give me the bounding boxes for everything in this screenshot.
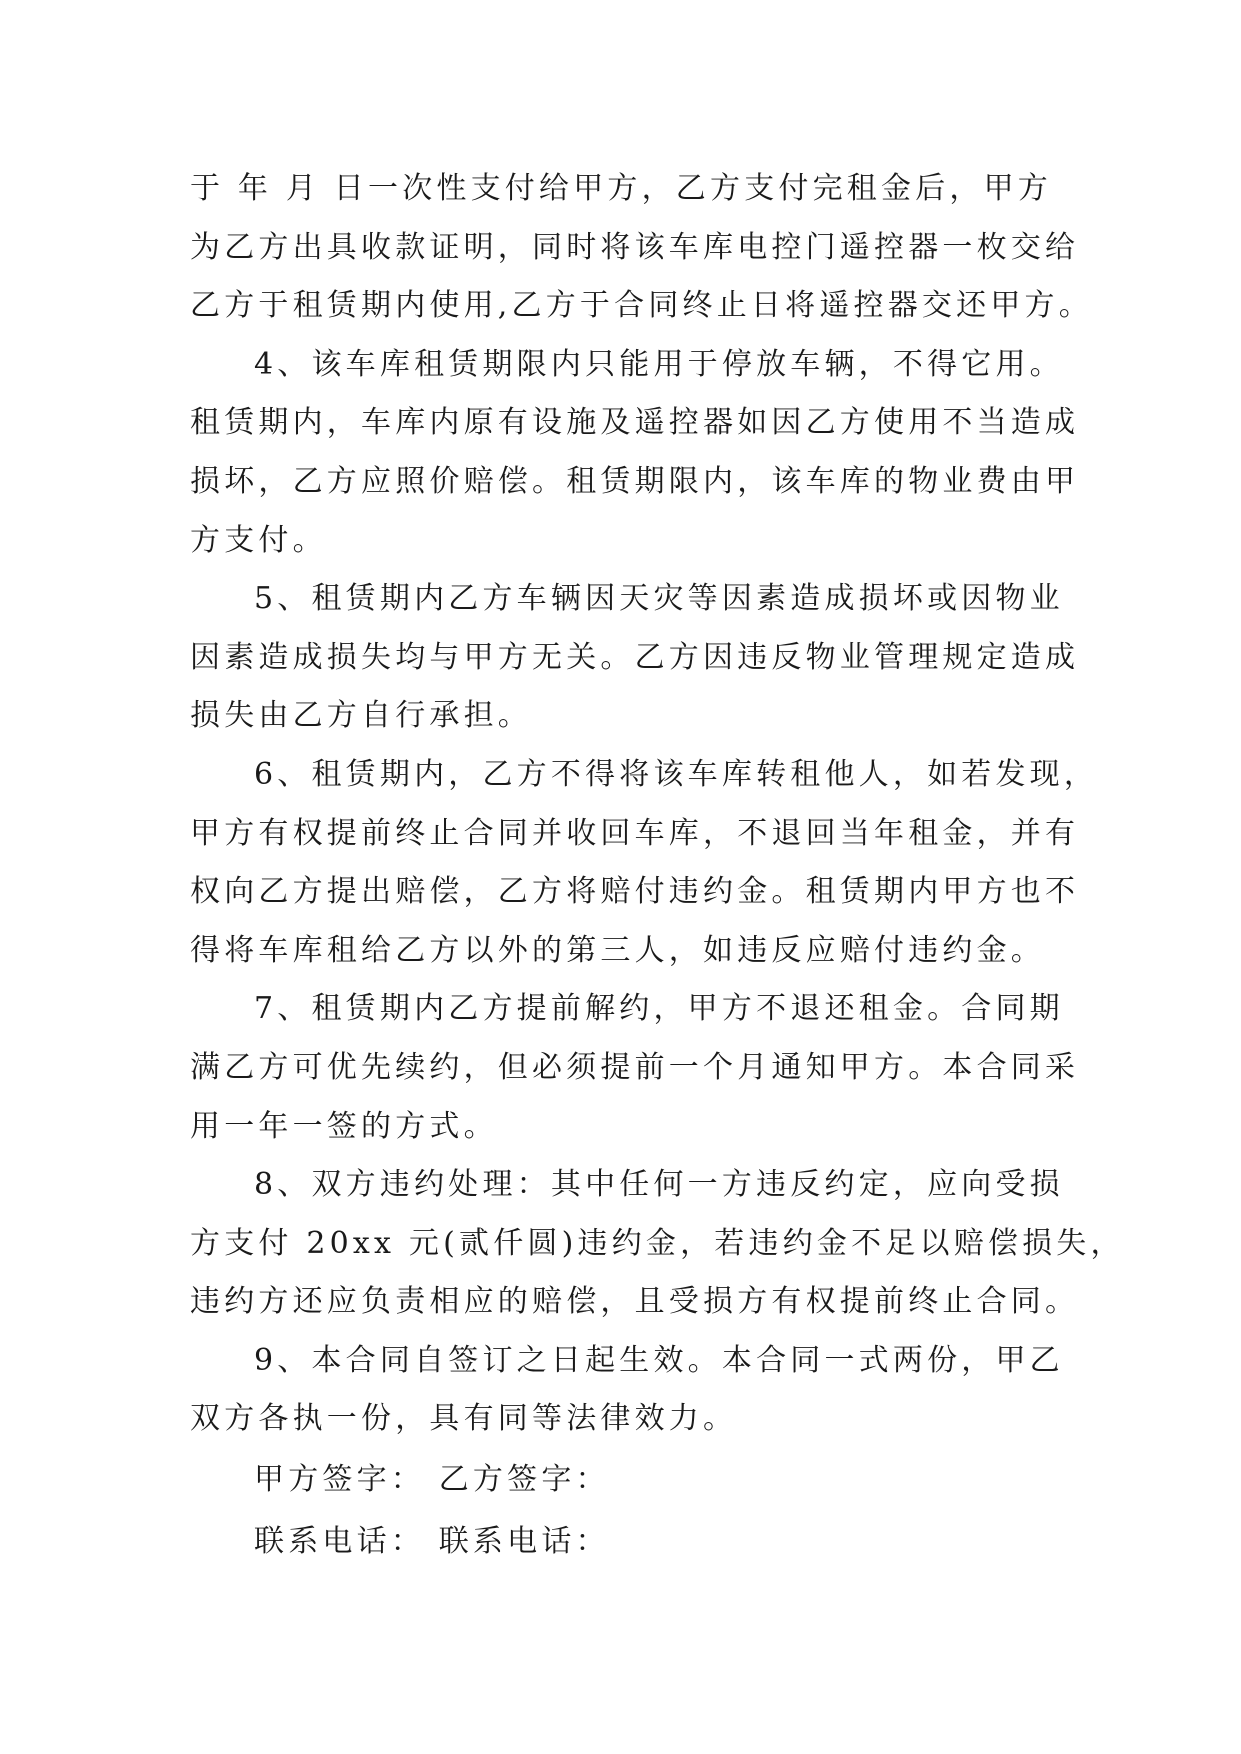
text-line: 为乙方出具收款证明，同时将该车库电控门遥控器一枚交给 xyxy=(190,229,1080,265)
clause-6 xyxy=(190,746,1099,980)
text-line: 4、该车库租赁期限内只能用于停放车辆，不得它用。 xyxy=(254,346,1064,382)
signature-line: 甲方签字： 乙方签字： xyxy=(254,1462,610,1498)
text-line: 损失由乙方自行承担。 xyxy=(190,698,532,734)
text-line: 权向乙方提出赔偿，乙方将赔付违约金。租赁期内甲方也不 xyxy=(190,874,1080,910)
text-line: 9、本合同自签订之日起生效。本合同一式两份，甲乙 xyxy=(254,1342,1064,1378)
text-line: 违约方还应负责相应的赔偿，且受损方有权提前终止合同。 xyxy=(190,1284,1080,1320)
paragraph-payment-terms xyxy=(190,160,1093,336)
clause-7 xyxy=(190,980,1090,1156)
text-line: 乙方于租赁期内使用,乙方于合同终止日将遥控器交还甲方。 xyxy=(190,288,1093,324)
text-line: 8、双方违约处理：其中任何一方违反约定，应向受损 xyxy=(254,1167,1064,1203)
text-line: 6、租赁期内，乙方不得将该车库转租他人，如若发现， xyxy=(254,756,1099,792)
text-line: 5、租赁期内乙方车辆因天灾等因素造成损坏或因物业 xyxy=(254,581,1064,617)
clause-5 xyxy=(190,570,1090,746)
text-line: 损坏，乙方应照价赔偿。租赁期限内，该车库的物业费由甲 xyxy=(190,463,1080,499)
text-line: 7、租赁期内乙方提前解约，甲方不退还租金。合同期 xyxy=(254,991,1064,1027)
text-line: 双方各执一份，具有同等法律效力。 xyxy=(190,1401,738,1437)
text-line: 租赁期内，车库内原有设施及遥控器如因乙方使用不当造成 xyxy=(190,405,1080,441)
text-line: 甲方有权提前终止合同并收回车库，不退回当年租金，并有 xyxy=(190,815,1080,851)
text-line: 用一年一签的方式。 xyxy=(190,1108,498,1144)
contract-body xyxy=(190,160,1125,1573)
contact-phone-line: 联系电话： 联系电话： xyxy=(254,1524,610,1560)
text-line: 因素造成损失均与甲方无关。乙方因违反物业管理规定造成 xyxy=(190,639,1080,675)
text-line: 方支付。 xyxy=(190,522,327,558)
text-line: 得将车库租给乙方以外的第三人，如违反应赔付违约金。 xyxy=(190,932,1045,968)
clause-4 xyxy=(190,336,1090,570)
text-line: 于 年 月 日一次性支付给甲方，乙方支付完租金后，甲方 xyxy=(190,171,1053,206)
clause-8 xyxy=(190,1156,1125,1332)
text-line: 满乙方可优先续约，但必须提前一个月通知甲方。本合同采 xyxy=(190,1049,1080,1085)
clause-9 xyxy=(190,1332,1090,1449)
text-line: 方支付 20xx 元(贰仟圆)违约金，若违约金不足以赔偿损失， xyxy=(190,1225,1125,1261)
